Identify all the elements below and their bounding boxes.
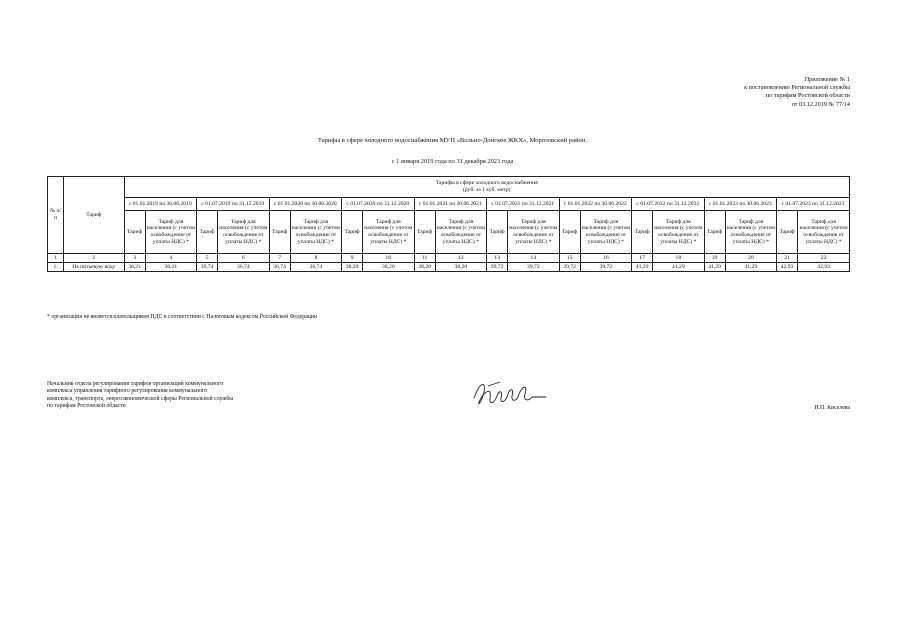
tariff-value: 38,20 [342, 263, 363, 272]
appendix-line: Приложение № 1 [804, 76, 850, 83]
sub-header-population: Тариф для населения (с учетом освобождение от уплаты НДС) * [725, 211, 776, 254]
column-number: 8 [290, 254, 341, 263]
sub-header-population: Тариф для населения (с учетом освобождение от уплаты НДС) * [435, 211, 486, 254]
document-period: с 1 января 2019 года по 31 декабря 2023 года [391, 158, 514, 165]
period-header: с 01.01.2019 по 30.06.2019 [124, 198, 197, 211]
tariff-value: 42,93 [798, 263, 850, 272]
sub-header-population: Тариф для населения (с учетом освобождение от уплаты НДС) * [798, 211, 850, 254]
sub-header-population: Тариф для населения (с учетом освобождение от уплаты НДС) * [290, 211, 341, 254]
tariff-value: 38,20 [414, 263, 435, 272]
tariff-value: 38,20 [363, 263, 414, 272]
column-number: 7 [269, 254, 290, 263]
footnote: * организация не является плательщиком НДС в соответствии с Налоговым кодексом Российской Федерации [47, 314, 318, 320]
tariff-value: 41,29 [725, 263, 776, 272]
tariff-value: 39,72 [487, 263, 508, 272]
tariff-value: 36,74 [269, 263, 290, 272]
sub-header-population: Тариф для населения (с учетом освобождение от уплаты НДС) * [653, 211, 704, 254]
sub-header-tariff: Тариф [777, 211, 798, 254]
row-number: 1. [48, 263, 64, 272]
group-header-title: Тарифы в сфере холодного водоснабжения [435, 180, 538, 187]
tariff-table [47, 176, 850, 272]
column-number: 3 [124, 254, 145, 263]
column-number: 16 [580, 254, 631, 263]
period-header: с 01.01.2023 по 30.06.2023 [704, 198, 777, 211]
tariff-value: 36,74 [197, 263, 218, 272]
column-number: 21 [777, 254, 798, 263]
document-title: Тарифы в сфере холодного водоснабжения МУП «Вольно-Донское ЖКХ», Морозовский район. [317, 137, 588, 144]
column-number: 17 [632, 254, 653, 263]
sub-header-tariff: Тариф [632, 211, 653, 254]
column-number: 12 [435, 254, 486, 263]
appendix-line: к постановлению Региональной службы [744, 84, 850, 92]
group-header [124, 177, 849, 198]
col-number-header: № п/п [48, 177, 64, 254]
sub-header-tariff: Тариф [414, 211, 435, 254]
column-number: 18 [653, 254, 704, 263]
column-number: 10 [363, 254, 414, 263]
period-header: с 01.07.2022 по 31.12.2022 [632, 198, 705, 211]
sub-header-population: Тариф для населения (с учетом освобождение от уплаты НДС) * [363, 211, 414, 254]
signatory-position [47, 381, 233, 411]
position-line: комплекса, транспорта, энергоэкономической сферы Региональной службы [47, 395, 234, 402]
period-header: с 01.01.2021 по 30.06.2021 [414, 198, 487, 211]
sub-header-population: Тариф для населения (с учетом освобождение от уплаты НДС) * [580, 211, 631, 254]
column-number: 15 [559, 254, 580, 263]
sub-header-tariff: Тариф [559, 211, 580, 254]
table-row [48, 263, 850, 272]
period-header: с 01.01.2022 по 30.06.2022 [559, 198, 632, 211]
column-number: 2 [64, 254, 124, 263]
tariff-value: 38,20 [435, 263, 486, 272]
period-header: с 01.07.2021 по 31.12.2021 [487, 198, 560, 211]
column-number: 19 [704, 254, 725, 263]
column-number: 11 [414, 254, 435, 263]
sub-header-tariff: Тариф [342, 211, 363, 254]
column-number: 6 [218, 254, 269, 263]
col-name-header: Тариф [64, 177, 124, 254]
sub-header-population: Тариф для населения (с учетом освобождение от уплаты НДС) * [218, 211, 269, 254]
column-number: 9 [342, 254, 363, 263]
row-name: На питьевую воду [64, 263, 124, 272]
tariff-value: 36,21 [124, 263, 145, 272]
tariff-value: 36,74 [290, 263, 341, 272]
tariff-value: 36,74 [218, 263, 269, 272]
sub-header-population: Тариф для населения (с учетом освобождение от уплаты НДС) * [145, 211, 196, 254]
period-header: с 01.07.2023 по 31.12.2023 [777, 198, 850, 211]
group-header-unit: (руб. за 1 куб. метр) [463, 187, 511, 193]
column-number: 4 [145, 254, 196, 263]
period-header: с 01.07.2019 по 31.12.2019 [197, 198, 270, 211]
tariff-value: 39,72 [580, 263, 631, 272]
period-header: с 01.01.2020 по 30.06.2020 [269, 198, 342, 211]
appendix-line: от 03.12.2019 № 77/14 [791, 100, 850, 108]
handwritten-signature [470, 378, 552, 417]
appendix-line: по тарифам Ростовской области [765, 92, 850, 100]
position-line: по тарифам Ростовской области [47, 403, 126, 410]
position-line: комплекса управления тарифного регулирования коммунального [47, 388, 208, 395]
sub-header-tariff: Тариф [269, 211, 290, 254]
tariff-value: 41,29 [653, 263, 704, 272]
sub-header-tariff: Тариф [487, 211, 508, 254]
tariff-value: 41,29 [632, 263, 653, 272]
tariff-value: 36,21 [145, 263, 196, 272]
tariff-value: 39,72 [559, 263, 580, 272]
tariff-value: 39,72 [508, 263, 559, 272]
tariff-value: 42,93 [777, 263, 798, 272]
sub-header-tariff: Тариф [704, 211, 725, 254]
column-number: 22 [798, 254, 850, 263]
column-number: 5 [197, 254, 218, 263]
tariff-value: 41,29 [704, 263, 725, 272]
sub-header-population: Тариф для населения (с учетом освобождение от уплаты НДС) * [508, 211, 559, 254]
position-line: Начальник отдела регулирования тарифов организаций коммунального [47, 381, 224, 387]
sub-header-tariff: Тариф [197, 211, 218, 254]
column-number: 20 [725, 254, 776, 263]
appendix-block [744, 76, 850, 109]
column-number: 13 [487, 254, 508, 263]
period-header: с 01.07.2020 по 31.12.2020 [342, 198, 415, 211]
sub-header-tariff: Тариф [124, 211, 145, 254]
signatory-name: Н.П. Киселева [814, 405, 850, 411]
column-number: 1 [48, 254, 64, 263]
column-number: 14 [508, 254, 559, 263]
